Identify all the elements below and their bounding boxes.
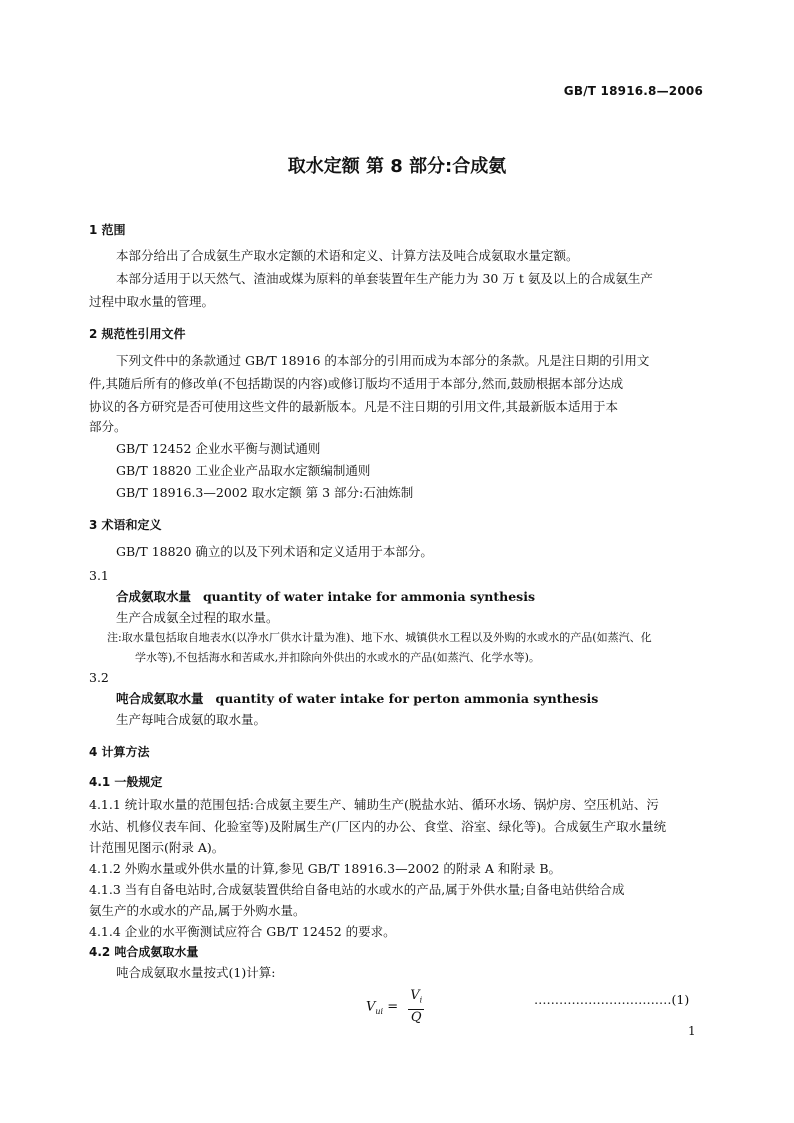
section-2-paragraph-line-3: 协议的各方研究是否可使用这些文件的最新版本。凡是不注日期的引用文件,其最新版本适用于本: [89, 399, 618, 414]
reference-item: GB/T 12452 企业水平衡与测试通则: [116, 441, 321, 456]
equation-denominator: Q: [410, 1009, 422, 1025]
section-1-paragraph-2b: 过程中取水量的管理。: [89, 294, 215, 309]
subsection-4-1-heading: 4.1 一般规定: [89, 775, 163, 789]
section-2-paragraph-line-2: 件,其随后所有的修改单(不包括勘误的内容)或修订版均不适用于本部分,然而,鼓励根据本部分达成: [89, 376, 624, 391]
term-3-1-number: 3.1: [89, 568, 109, 583]
term-3-1-definition: 生产合成氨全过程的取水量。: [116, 610, 279, 625]
section-2-paragraph-line-1: 下列文件中的条款通过 GB/T 18916 的本部分的引用而成为本部分的条款。凡是注日期的引用文: [116, 353, 650, 368]
subsection-4-2-paragraph: 吨合成氨取水量按式(1)计算:: [116, 965, 276, 980]
standard-number-header: GB/T 18916.8—2006: [563, 84, 703, 98]
subsection-4-2-heading: 4.2 吨合成氨取水量: [89, 945, 199, 959]
equation-lhs: V: [366, 999, 376, 1015]
term-3-2-chinese: 吨合成氨取水量: [116, 691, 204, 706]
clause-4-1-3-line-1: 4.1.3 当有自备电站时,合成氨装置供给自备电站的水或水的产品,属于外供水量;自备电站供给合成: [89, 882, 625, 897]
section-1-heading: 1 范围: [89, 223, 126, 237]
clause-4-1-1-line-1: 4.1.1 统计取水量的范围包括:合成氨主要生产、辅助生产(脱盐水站、循环水场、锅炉房、空压机站、污: [89, 797, 659, 812]
clause-4-1-4: 4.1.4 企业的水平衡测试应符合 GB/T 12452 的要求。: [89, 924, 396, 939]
reference-item: GB/T 18916.3—2002 取水定额 第 3 部分:石油炼制: [116, 485, 414, 500]
section-1-paragraph-1: 本部分给出了合成氨生产取水定额的术语和定义、计算方法及吨合成氨取水量定额。: [116, 248, 579, 263]
numerator-symbol: V: [410, 988, 420, 1003]
term-3-1-note-line-1: 注:取水量包括取自地表水(以净水厂供水计量为准)、地下水、城镇供水工程以及外购的水或水的产品(如蒸汽、化: [107, 631, 652, 644]
term-3-2-definition: 生产每吨合成氨的取水量。: [116, 712, 267, 727]
clause-4-1-1-line-2: 水站、机修仪表车间、化验室等)及附属生产(厂区内的办公、食堂、浴室、绿化等)。合成氨生产取水量统: [89, 819, 667, 834]
clause-4-1-2: 4.1.2 外购水量或外供水量的计算,参见 GB/T 18916.3—2002 的附录 A 和附录 B。: [89, 861, 562, 876]
clause-4-1-3-line-2: 氨生产的水或水的产品,属于外购水量。: [89, 903, 306, 918]
section-3-paragraph: GB/T 18820 确立的以及下列术语和定义适用于本部分。: [116, 544, 433, 559]
section-2-heading: 2 规范性引用文件: [89, 327, 186, 341]
term-3-1-note-line-2: 学水等),不包括海水和苦咸水,并扣除向外供出的水或水的产品(如蒸汽、化学水等)。: [135, 651, 540, 664]
term-3-1-chinese: 合成氨取水量: [116, 589, 192, 604]
term-3-2-number: 3.2: [89, 670, 109, 685]
term-3-1-english: quantity of water intake for ammonia synthesis: [202, 589, 535, 604]
numerator-subscript: i: [419, 995, 423, 1005]
term-3-1-line: [116, 586, 732, 608]
equation-numerator: [408, 988, 424, 1010]
section-1-paragraph-2a: 本部分适用于以天然气、渣油或煤为原料的单套装置年生产能力为 30 万 t 氨及以上的合成氨生产: [116, 271, 653, 286]
equation-fraction: [408, 988, 424, 1026]
equation-number: ……………………………(1): [534, 992, 690, 1007]
page-number: 1: [688, 1024, 696, 1038]
page-title: 取水定额 第 8 部分:合成氨: [287, 156, 507, 177]
term-3-2-english: quantity of water intake for perton ammonia synthesis: [215, 691, 599, 706]
section-2-paragraph-line-4: 部分。: [89, 419, 127, 434]
section-4-heading: 4 计算方法: [89, 745, 150, 759]
section-3-heading: 3 术语和定义: [89, 518, 162, 532]
equation-1: $V_{ui}$ = $\frac{V_i}{Q}$: [366, 988, 423, 1025]
term-3-2-line: [116, 688, 732, 710]
reference-item: GB/T 18820 工业企业产品取水定额编制通则: [116, 463, 371, 478]
equation-lhs-subscript: ui: [375, 1006, 384, 1016]
clause-4-1-1-line-3: 计范围见图示(附录 A)。: [89, 840, 225, 855]
